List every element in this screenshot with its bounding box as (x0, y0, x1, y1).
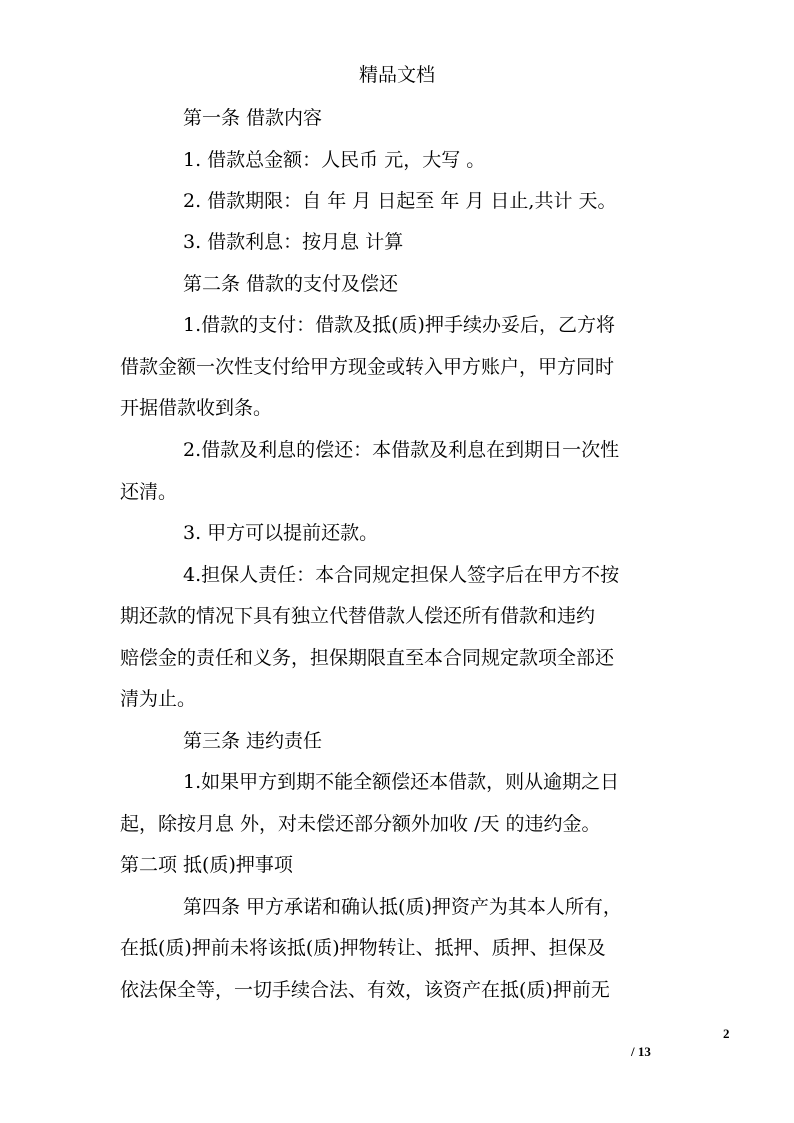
paragraph-line: 起，除按月息 外，对未偿还部分额外加收 /天 的违约金。 (120, 813, 601, 835)
paragraph-line: 3. 借款利息：按月息 计算 (183, 231, 404, 253)
paragraph-line: 4.担保人责任：本合同规定担保人签字后在甲方不按 (183, 564, 620, 586)
paragraph-line: 1.如果甲方到期不能全额偿还本借款，则从逾期之日 (183, 771, 620, 793)
paragraph-line: 1.借款的支付：借款及抵(质)押手续办妥后，乙方将 (183, 314, 615, 336)
paragraph-line: 赔偿金的责任和义务，担保期限直至本合同规定款项全部还 (120, 647, 615, 669)
article-4-heading: 第四条 甲方承诺和确认抵(质)押资产为其本人所有， (183, 896, 622, 918)
article-1-heading: 第一条 借款内容 (183, 107, 323, 129)
paragraph-line: 借款金额一次性支付给甲方现金或转入甲方账户，甲方同时 (120, 356, 615, 378)
paragraph-line: 3. 甲方可以提前还款。 (183, 522, 379, 544)
paragraph-line: 2. 借款期限：自 年 月 日起至 年 月 日止,共计 天。 (183, 190, 617, 212)
paragraph-line: 清为止。 (120, 688, 197, 710)
paragraph-line: 依法保全等，一切手续合法、有效，该资产在抵(质)押前无 (120, 979, 610, 1001)
paragraph-line: 2.借款及利息的偿还：本借款及利息在到期日一次性 (183, 439, 620, 461)
section-2-heading: 第二项 抵(质)押事项 (120, 854, 293, 876)
article-2-heading: 第二条 借款的支付及偿还 (183, 273, 399, 295)
article-3-heading: 第三条 违约责任 (183, 730, 323, 752)
paragraph-line: 1. 借款总金额：人民币 元，大写 。 (183, 149, 486, 171)
paragraph-line: 还清。 (120, 481, 178, 503)
page-number: 2 (723, 1026, 730, 1041)
page-total: / 13 (631, 1044, 651, 1059)
paragraph-line: 期还款的情况下具有独立代替借款人偿还所有借款和违约 (120, 605, 596, 627)
document-header-title: 精品文档 (358, 64, 435, 86)
paragraph-line: 开据借款收到条。 (120, 397, 273, 419)
paragraph-line: 在抵(质)押前未将该抵(质)押物转让、抵押、质押、担保及 (120, 937, 606, 959)
